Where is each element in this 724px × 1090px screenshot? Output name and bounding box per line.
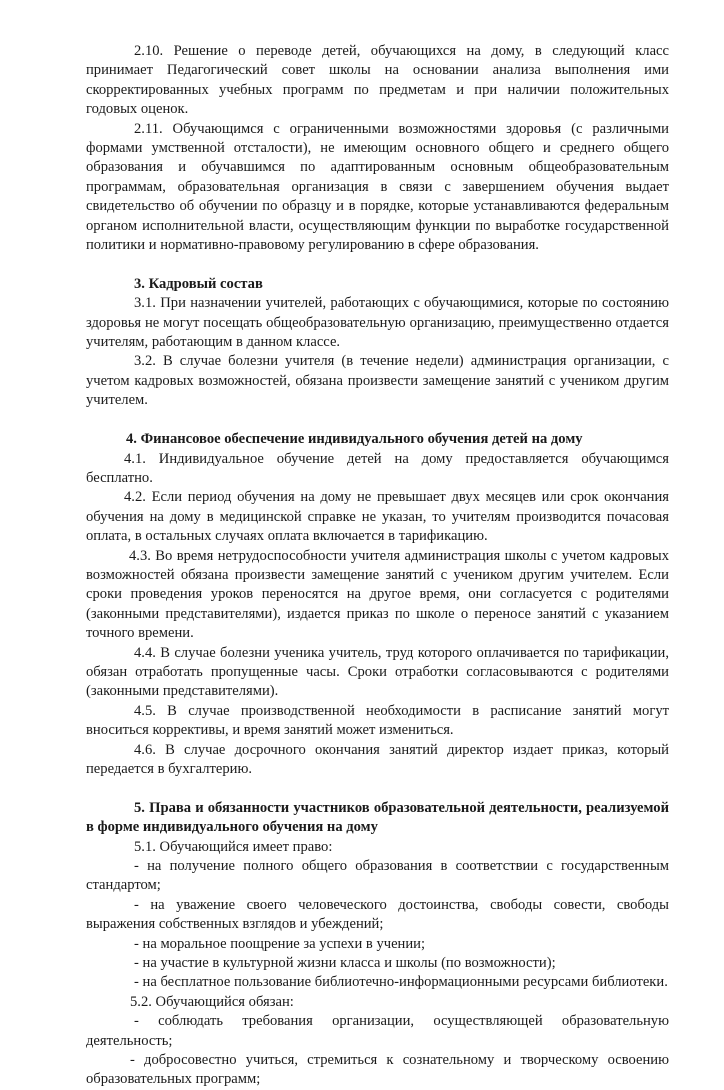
paragraph-4-3: 4.3. Во время нетрудоспособности учителя администрация школы с учетом кадровых возможностей обязана произвести замещение занятий с учеником другим учителем. Если сроки проведения уроков переносятся на другое время, они согласуется с родителями (законными представителями), издается приказ по школе о переносе занятий с указанием точного времени.: [86, 547, 669, 642]
paragraph-5-2: 5.2. Обучающийся обязан:: [130, 993, 294, 1010]
duties-item: - соблюдать требования организации, осуществляющей образовательную деятельность;: [86, 1013, 669, 1049]
paragraph-3-2: 3.2. В случае болезни учителя (в течение недели) администрация организации, с учетом кадровых возможностей, обязана произвести замещение занятий с учеником другим учителем.: [86, 353, 669, 409]
paragraph-4-4: 4.4. В случае болезни ученика учитель, труд которого оплачивается по тарификации, обязан отработать пропущенные часы. Сроки отработки согласовываются с родителями (законными представителями).: [86, 644, 669, 700]
spacer: [86, 255, 669, 274]
section-5-heading: 5. Права и обязанности участников образовательной деятельности, реализуемой в форме индивидуального обучения на дому: [86, 799, 669, 836]
section-4: [86, 430, 669, 779]
spacer: [86, 779, 669, 798]
paragraph-4-1: 4.1. Индивидуальное обучение детей на дому предоставляется обучающимся бесплатно.: [86, 450, 669, 486]
rights-item: - на бесплатное пользование библиотечно-информационными ресурсами библиотеки.: [134, 974, 668, 991]
rights-item: - на моральное поощрение за успехи в учении;: [134, 935, 426, 952]
paragraph-4-6: 4.6. В случае досрочного окончания занятий директор издает приказ, который передается в бухгалтерию.: [86, 741, 669, 777]
document-page: [86, 42, 669, 1090]
paragraph-4-2: 4.2. Если период обучения на дому не превышает двух месяцев или срок окончания обучения на дому в медицинской справке не указан, то учителям производится почасовая оплата, в остальных случаях оплата включается в тарификацию.: [86, 489, 669, 545]
duties-item: - добросовестно учиться, стремиться к сознательному и творческому освоению образовательных программ;: [86, 1052, 669, 1088]
paragraph-2-11: 2.11. Обучающимся с ограниченными возможностями здоровья (с различными формами умственной отсталости), не имеющим основного общего и среднего общего образования и обучавшимся по адаптированным основным общеобразовательным программам, образовательная организация в связи с завершением обучения выдает свидетельство об обучении по образцу и в порядке, которые устанавливаются федеральным органом исполнительной власти, осуществляющим функции по выработке государственной политики и нормативно-правовому регулированию в сфере образования.: [86, 120, 669, 254]
paragraph-4-5: 4.5. В случае производственной необходимости в расписание занятий могут вноситься коррективы, и время занятий может измениться.: [86, 702, 669, 739]
spacer: [86, 411, 669, 430]
section-4-heading: 4. Финансовое обеспечение индивидуального обучения детей на дому: [126, 431, 583, 448]
section-2-continuation: [86, 42, 669, 255]
rights-item: - на уважение своего человеческого достоинства, свободы совести, свободы выражения собственных взглядов и убеждений;: [86, 896, 669, 933]
section-3-heading: 3. Кадровый состав: [134, 275, 263, 292]
rights-item: - на получение полного общего образования в соответствии с государственным стандартом;: [86, 858, 669, 894]
section-3: [86, 275, 669, 411]
paragraph-3-1: 3.1. При назначении учителей, работающих с обучающимися, которые по состоянию здоровья не могут посещать общеобразовательную организацию, преимущественно отдается учителям, работающим в данном классе.: [86, 295, 669, 351]
paragraph-5-1: 5.1. Обучающийся имеет право:: [134, 838, 333, 855]
section-5: [86, 799, 669, 1090]
paragraph-2-10: 2.10. Решение о переводе детей, обучающихся на дому, в следующий класс принимает Педагогический совет школы на основании анализа выполнения ими скорректированных учебных программ по предметам и при наличии положительных годовых оценок.: [86, 43, 669, 118]
rights-item: - на участие в культурной жизни класса и школы (по возможности);: [134, 955, 556, 972]
